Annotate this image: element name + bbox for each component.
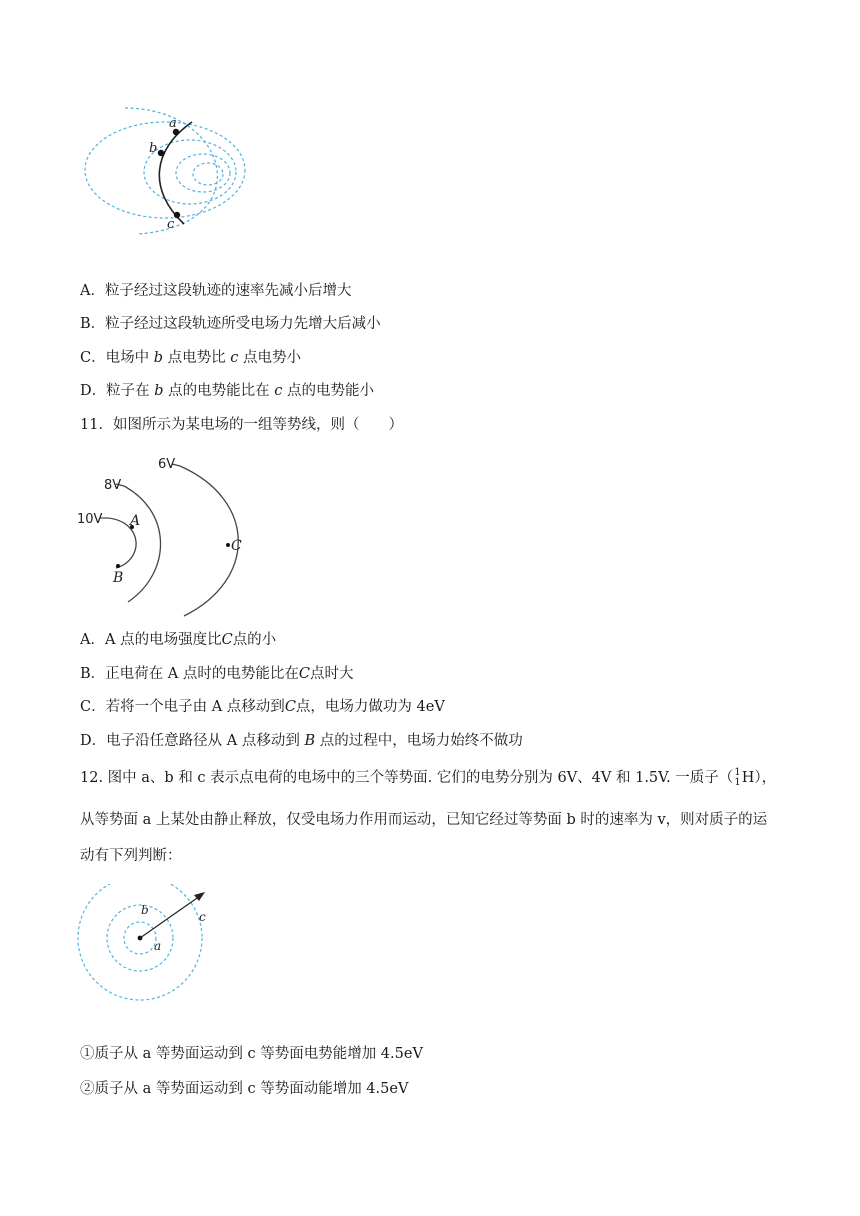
q10-option-d: D．粒子在 b 点的电势能比在 c 点的电势能小	[80, 383, 374, 399]
q10-option-b: B．粒子经过这段轨迹所受电场力先增大后减小	[80, 316, 381, 332]
dashed-ellipse-inner	[193, 163, 223, 185]
nuclide-notation: 1 1	[734, 767, 741, 788]
dashed-ellipse-large	[85, 122, 245, 218]
label-b: b	[149, 141, 158, 156]
label-b-small: b	[141, 903, 149, 917]
q12-stem-line1: 12. 图中 a、b 和 c 表示点电荷的电场中的三个等势面. 它们的电势分别为 6V、4V 和 1.5V. 一质子（ 1 1 H），	[80, 767, 777, 788]
figure-equipotential-lines	[72, 452, 262, 620]
label-B: B	[113, 570, 124, 586]
label-C: C	[231, 538, 242, 554]
point-C	[226, 543, 230, 547]
q10-option-a: A．粒子经过这段轨迹的速率先减小后增大	[80, 283, 352, 299]
q12-statement-2: ②质子从 a 等势面运动到 c 等势面动能增加 4.5eV	[80, 1081, 409, 1097]
figure-concentric-equipotentials	[76, 884, 226, 1014]
q12-stem-line3: 动有下列判断：	[80, 848, 182, 864]
q11-option-b: B．正电荷在 A 点时的电势能比在C点时大	[80, 666, 354, 682]
label-c: c	[167, 217, 175, 232]
label-a-small: a	[154, 939, 162, 953]
equipotential-8v	[124, 486, 161, 602]
label-c-small: c	[199, 910, 206, 924]
equipotential-6v	[180, 466, 238, 616]
q11-option-d: D．电子沿任意路径从 A 点移动到 B 点的过程中，电场力始终不做功	[80, 733, 523, 749]
q10-option-c: C．电场中 b 点电势比 c 点电势小	[80, 350, 301, 366]
equipotential-c	[78, 884, 202, 1000]
label-A: A	[130, 513, 141, 529]
figure-trajectory-field	[70, 100, 260, 245]
label-a: a	[169, 116, 177, 131]
arrow-line	[140, 896, 200, 938]
dashed-ellipse-small	[176, 154, 230, 192]
label-8v: 8V	[104, 478, 122, 493]
q11-option-a: A．A 点的电场强度比C点的小	[80, 632, 277, 648]
point-b	[158, 150, 164, 156]
label-10v: 10V	[77, 512, 103, 527]
q12-stem-line2: 从等势面 a 上某处由静止释放，仅受电场力作用而运动，已知它经过等势面 b 时的速率为 v，则对质子的运	[80, 812, 768, 828]
point-B	[116, 564, 120, 568]
q11-stem: 11．如图所示为某电场的一组等势线，则（ ）	[80, 417, 403, 433]
q12-statement-1: ①质子从 a 等势面运动到 c 等势面电势能增加 4.5eV	[80, 1046, 423, 1062]
label-6v: 6V	[158, 457, 176, 472]
q11-option-c: C．若将一个电子由 A 点移动到C点，电场力做功为 4eV	[80, 699, 445, 715]
point-c	[174, 212, 180, 218]
